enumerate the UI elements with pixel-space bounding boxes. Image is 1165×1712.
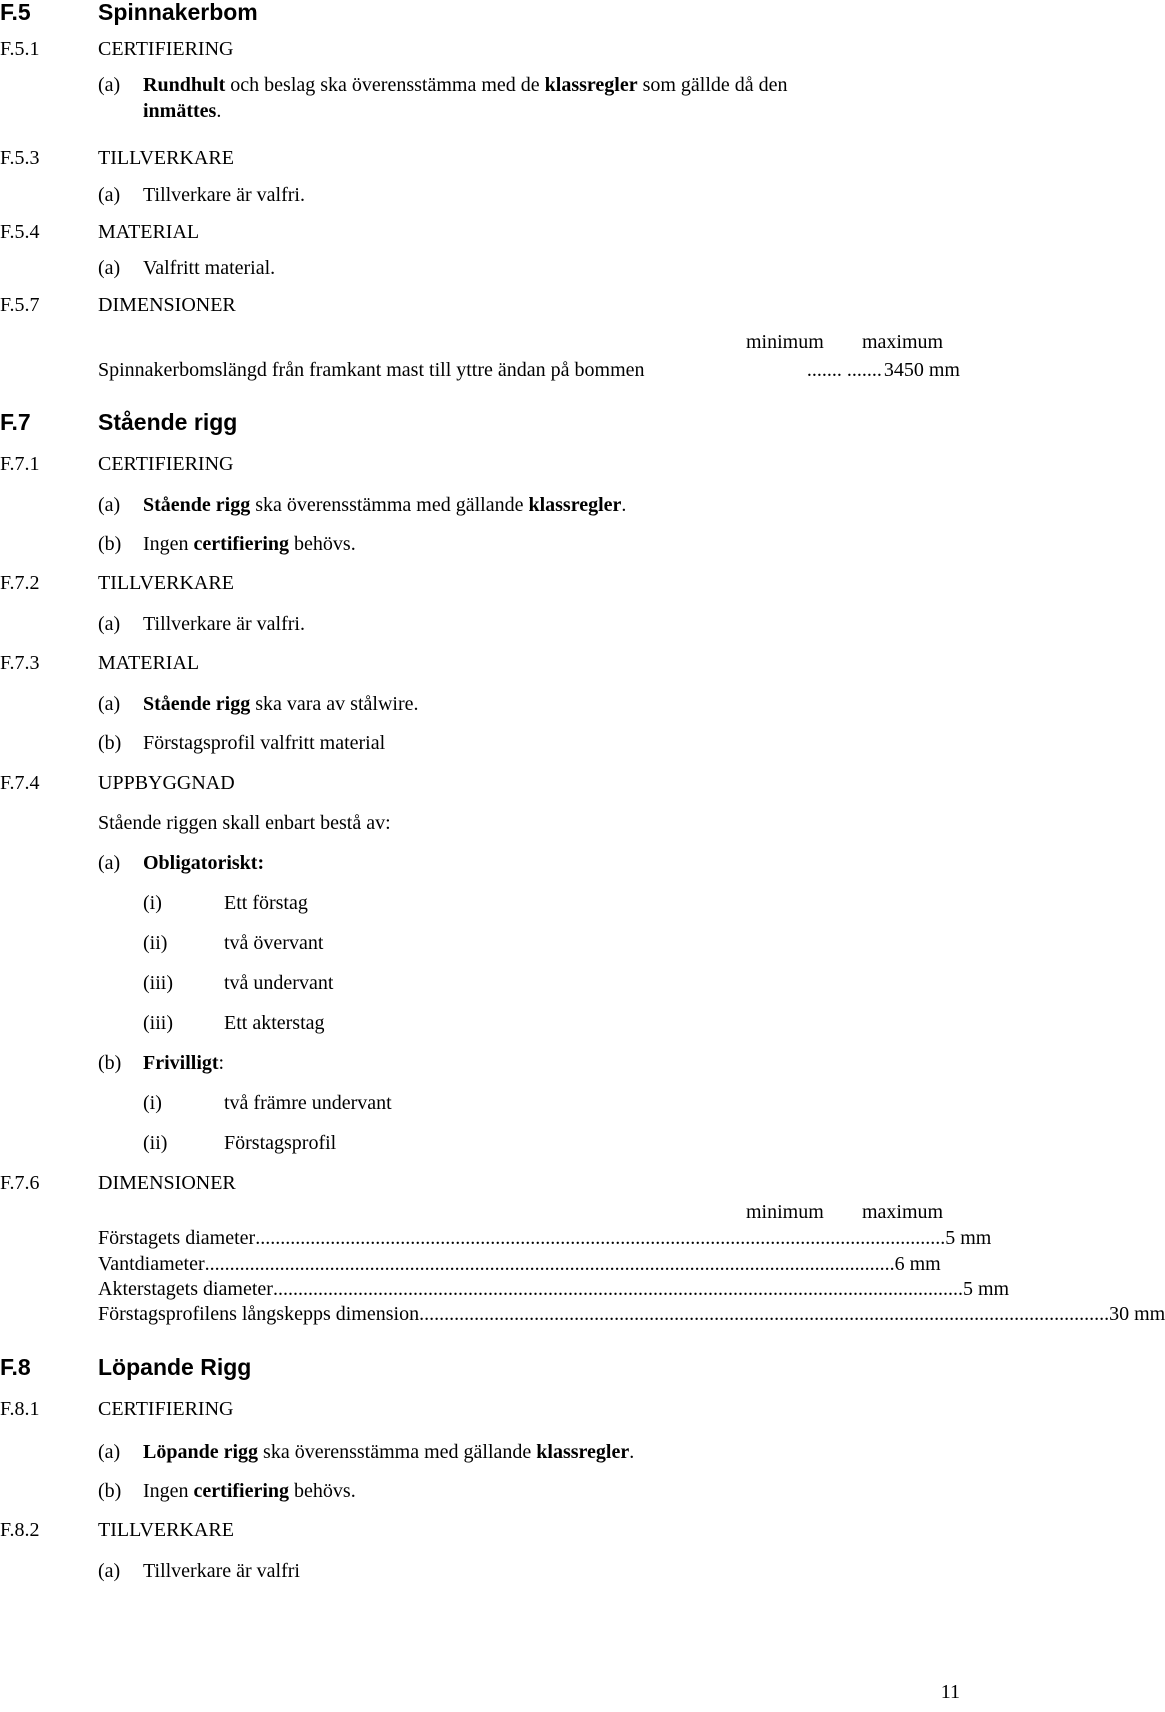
subsection-number: F.7.6	[0, 1172, 40, 1194]
rule-text: Löpande rigg ska överensstämma med gällande klassregler.	[143, 1441, 635, 1463]
dimension-value: 5 mm	[945, 1227, 992, 1249]
dimension-label: Förstagets diameter	[98, 1227, 256, 1249]
list-item-number: (iii)	[143, 972, 173, 994]
item-label: (b)	[98, 1480, 122, 1502]
dimension-dots: ..........................................................................................................................................	[272, 1278, 963, 1300]
rule-text: Stående rigg ska överensstämma med gällande klassregler.	[143, 494, 627, 516]
dimension-row	[98, 1226, 992, 1250]
rule-text-continuation: inmättes.	[143, 100, 222, 122]
list-item-number: (ii)	[143, 932, 168, 954]
subsection-number: F.5.3	[0, 147, 40, 169]
rule-text: Stående rigg ska vara av stålwire.	[143, 693, 419, 715]
subsection-number: F.5.7	[0, 294, 40, 316]
list-item-number: (iii)	[143, 1012, 173, 1034]
dimension-value: 6 mm	[894, 1253, 941, 1275]
subsection-title-certifiering: CERTIFIERING	[98, 1398, 234, 1420]
item-label: (a)	[98, 1441, 121, 1463]
rule-text: Valfritt material.	[143, 257, 276, 279]
rule-text: Tillverkare är valfri.	[143, 613, 305, 635]
intro-text: Stående riggen skall enbart bestå av:	[98, 812, 391, 834]
item-label: (a)	[98, 74, 121, 96]
subsection-number: F.7.2	[0, 572, 40, 594]
dimension-row	[98, 1302, 1165, 1326]
list-heading-frivilligt: Frivilligt:	[143, 1052, 225, 1074]
column-header-maximum: maximum	[862, 331, 944, 353]
subsection-number: F.7.1	[0, 453, 40, 475]
dimension-dots: ..........................................................................................................................................	[204, 1253, 895, 1275]
section-title-staende-rigg: Stående rigg	[98, 409, 238, 435]
item-label: (a)	[98, 1560, 121, 1582]
list-item-text: Ett akterstag	[224, 1012, 325, 1034]
dimension-label: Akterstagets diameter	[98, 1278, 273, 1300]
dimension-dots: ..........................................................................................................................................	[419, 1303, 1110, 1325]
subsection-number: F.5.4	[0, 221, 40, 243]
dimension-label: Förstagsprofilens långskepps dimension	[98, 1303, 420, 1325]
dimension-row	[98, 1277, 1010, 1301]
dimension-dots: ..........................................................................................................................................	[255, 1227, 946, 1249]
list-item-text: två övervant	[224, 932, 324, 954]
item-label: (a)	[98, 184, 121, 206]
section-number-f8: F.8	[0, 1354, 31, 1380]
subsection-title-certifiering: CERTIFIERING	[98, 38, 234, 60]
column-header-minimum: minimum	[746, 1201, 824, 1223]
subsection-number: F.8.2	[0, 1519, 40, 1541]
subsection-title-material: MATERIAL	[98, 221, 200, 243]
list-item-text: två undervant	[224, 972, 334, 994]
section-number-f5: F.5	[0, 0, 31, 25]
rule-text: Tillverkare är valfri	[143, 1560, 300, 1582]
subsection-title-uppbyggnad: UPPBYGGNAD	[98, 772, 235, 794]
subsection-title-tillverkare: TILLVERKARE	[98, 572, 234, 594]
item-label: (a)	[98, 257, 121, 279]
dimension-value: 5 mm	[962, 1278, 1010, 1300]
item-label: (a)	[98, 613, 121, 635]
list-heading-obligatoriskt: Obligatoriskt:	[143, 852, 265, 874]
dimension-label: Vantdiameter	[98, 1253, 205, 1275]
item-label: (a)	[98, 852, 121, 874]
subsection-number: F.7.3	[0, 652, 40, 674]
column-header-minimum: minimum	[746, 331, 824, 353]
section-title-lopande-rigg: Löpande Rigg	[98, 1354, 252, 1380]
list-item-number: (ii)	[143, 1132, 168, 1154]
item-label: (b)	[98, 533, 122, 555]
list-item-text: två främre undervant	[224, 1092, 392, 1114]
dimension-dots: ....... .......	[806, 359, 882, 381]
rule-text: Ingen certifiering behövs.	[143, 1480, 356, 1502]
item-label: (b)	[98, 1052, 122, 1074]
item-label: (a)	[98, 693, 121, 715]
section-title-spinnakerbom: Spinnakerbom	[98, 0, 258, 25]
section-number-f7: F.7	[0, 409, 31, 435]
column-header-maximum: maximum	[862, 1201, 944, 1223]
dimension-value: 3450 mm	[883, 359, 960, 381]
dimension-row	[98, 1252, 941, 1276]
rule-text: Förstagsprofil valfritt material	[143, 732, 386, 754]
dimension-label: Spinnakerbomslängd från framkant mast till yttre ändan på bommen	[98, 359, 645, 381]
list-item-text: Förstagsprofil	[224, 1132, 337, 1154]
list-item-number: (i)	[143, 892, 162, 914]
subsection-number: F.7.4	[0, 772, 40, 794]
item-label: (a)	[98, 494, 121, 516]
rule-text: Ingen certifiering behövs.	[143, 533, 356, 555]
subsection-title-material: MATERIAL	[98, 652, 200, 674]
dimension-row	[98, 358, 960, 382]
subsection-number: F.8.1	[0, 1398, 40, 1420]
list-item-number: (i)	[143, 1092, 162, 1114]
subsection-title-dimensioner: DIMENSIONER	[98, 1172, 236, 1194]
rule-text: Tillverkare är valfri.	[143, 184, 305, 206]
item-label: (b)	[98, 732, 122, 754]
subsection-title-dimensioner: DIMENSIONER	[98, 294, 236, 316]
subsection-title-certifiering: CERTIFIERING	[98, 453, 234, 475]
page-number: 11	[940, 1681, 960, 1703]
list-item-text: Ett förstag	[224, 892, 308, 914]
subsection-title-tillverkare: TILLVERKARE	[98, 1519, 234, 1541]
dimension-value: 30 mm	[1109, 1303, 1165, 1325]
rule-text: Rundhult och beslag ska överensstämma med de klassregler som gällde då den	[143, 74, 788, 96]
subsection-number: F.5.1	[0, 38, 40, 60]
subsection-title-tillverkare: TILLVERKARE	[98, 147, 234, 169]
